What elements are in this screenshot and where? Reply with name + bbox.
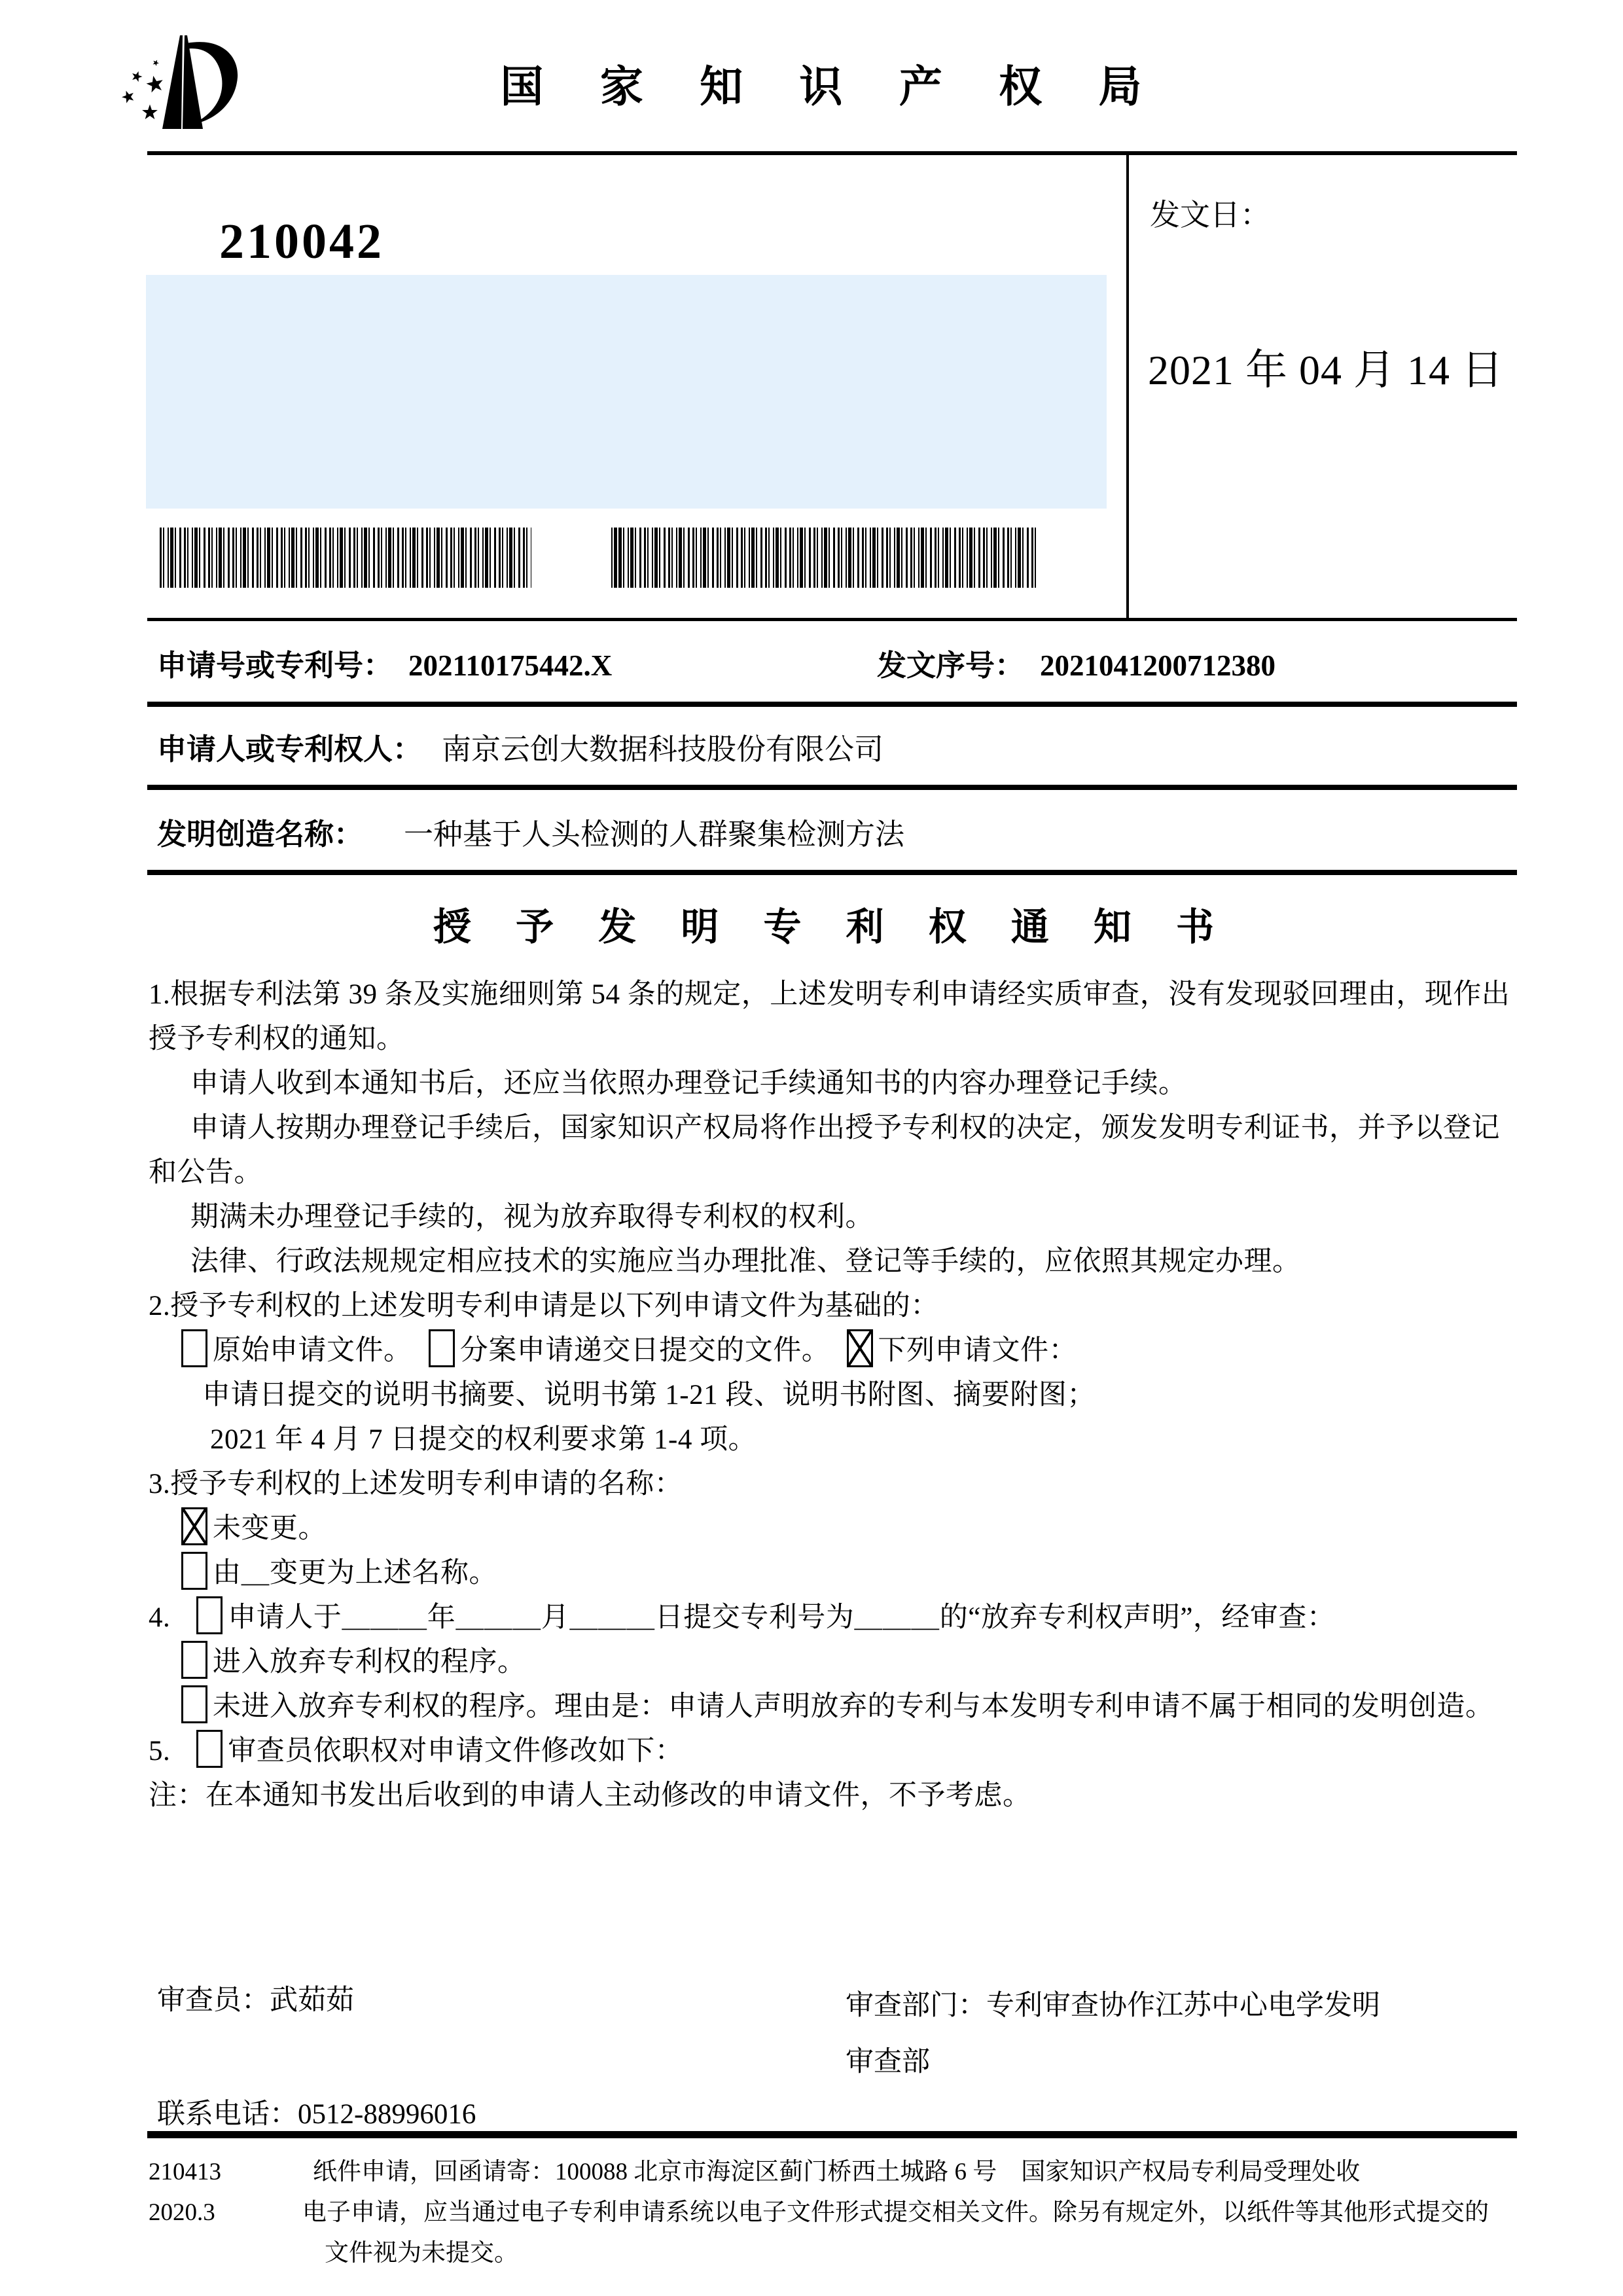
application-no-label: 申请号或专利号： [157, 649, 393, 682]
notice-code: 210042 [219, 214, 384, 269]
paragraph-4: 期满未办理登记手续的，视为放弃取得专利权的权利。 [190, 1202, 874, 1232]
application-no-value: 202110175442.X [408, 649, 613, 682]
phone-row [157, 2092, 476, 2132]
checkbox-examiner-amendment [196, 1730, 223, 1768]
notice-title: 授 予 发 明 专 利 权 通 知 书 [433, 906, 1232, 948]
footer-instructions [302, 2152, 1546, 2274]
phone-number: 0512-88996016 [298, 2099, 476, 2130]
item-3-heading: 3.授予专利权的上述发明专利申请的名称： [149, 1469, 683, 1499]
original-files-label: 原始申请文件。 [213, 1335, 412, 1366]
address-label-box [146, 275, 1107, 509]
examiner-amendment-label: 审查员依职权对申请文件修改如下： [228, 1736, 684, 1767]
checkbox-abandon-statement [196, 1596, 223, 1634]
footer-divider [147, 2131, 1517, 2138]
checkbox-divisional-files [429, 1329, 455, 1367]
following-files-label: 下列申请文件： [878, 1335, 1077, 1366]
paragraph-2: 申请人收到本通知书后，还应当依照办理登记手续通知书的内容办理登记手续。 [190, 1068, 1187, 1099]
note-line: 注：在本通知书发出后收到的申请人主动修改的申请文件，不予考虑。 [149, 1780, 1031, 1811]
item-5-number: 5. [149, 1736, 171, 1767]
checkbox-name-unchanged-checked [181, 1507, 207, 1545]
name-unchanged-line [149, 1507, 1518, 1551]
checkbox-enter-abandon [181, 1641, 207, 1679]
files-line-1: 申请日提交的说明书摘要、说明书第 1-21 段、说明书附图、摘要附图； [202, 1380, 1096, 1410]
examiner-label: 审查员： [157, 1985, 270, 2016]
paragraph-5: 法律、行政法规规定相应技术的实施应当办理批准、登记等手续的，应依照其规定办理。 [190, 1246, 1301, 1277]
agency-title: 国 家 知 识 产 权 局 [500, 62, 1164, 111]
name-changed-line [149, 1551, 1518, 1596]
paragraph-3: 申请人按期办理登记手续后，国家知识产权局将作出授予专利权的决定，颁发发明专利证书，并予以登记和公告。 [149, 1113, 1500, 1188]
divider [147, 785, 1517, 790]
dispatch-no-label: 发文序号： [877, 649, 1025, 682]
item-4-number: 4. [149, 1602, 171, 1633]
checkbox-name-changed [181, 1552, 207, 1590]
footer-line-2: 电子申请，应当通过电子专利申请系统以电子文件形式提交相关文件。除另有规定外，以纸件等其他形式提交的 [302, 2199, 1489, 2226]
department-block [846, 1978, 1380, 2090]
abandon-statement-label: 申请人于＿＿＿年＿＿＿月＿＿＿日提交专利号为＿＿＿的“放弃专利权声明”，经审查： [228, 1602, 1336, 1633]
enter-abandon-line [149, 1640, 1518, 1685]
checkbox-following-files-checked [847, 1329, 873, 1367]
examiner-row [157, 1978, 354, 2018]
not-enter-abandon-line [149, 1685, 1518, 1729]
invention-title-label: 发明创造名称： [157, 818, 364, 851]
form-code: 210413 [149, 2159, 221, 2185]
notice-body [149, 973, 1518, 1818]
item-5-line [149, 1729, 1518, 1774]
paragraph-1: 1.根据专利法第 39 条及实施细则第 54 条的规定，上述发明专利申请经实质审查，没有发现驳回理由，现作出授予专利权的通知。 [149, 979, 1510, 1054]
checkbox-original-files [181, 1329, 207, 1367]
dispatch-no-value: 2021041200712380 [1040, 649, 1276, 682]
applicant-label: 申请人或专利权人： [157, 733, 423, 766]
divider [147, 702, 1517, 707]
files-line-2: 2021 年 4 月 7 日提交的权利要求第 1-4 项。 [210, 1424, 757, 1455]
examiner-name: 武茹茹 [270, 1985, 354, 2016]
department-line-2: 审查部 [846, 2047, 930, 2077]
barcode-application [160, 528, 531, 588]
department-line-1 [846, 1978, 1380, 2034]
divider [147, 618, 1517, 621]
department-label: 审查部门： [846, 1990, 986, 2021]
item-2-options-line [149, 1329, 1518, 1373]
divider [147, 870, 1517, 875]
phone-label: 联系电话： [157, 2099, 298, 2130]
invention-title-value: 一种基于人头检测的人群聚集检测方法 [404, 818, 905, 851]
footer-line-3: 文件视为未提交。 [325, 2240, 518, 2267]
header-divider [147, 151, 1517, 155]
applicant-value: 南京云创大数据科技股份有限公司 [442, 733, 884, 766]
name-changed-label: 由＿变更为上述名称。 [213, 1558, 497, 1588]
department-name: 专利审查协作江苏中心电学发明 [986, 1990, 1380, 2021]
header-vertical-divider [1126, 155, 1129, 619]
checkbox-not-enter-abandon [181, 1685, 207, 1723]
invention-title-row [157, 810, 904, 853]
issue-date-value: 2021 年 04 月 14 日 [1148, 347, 1504, 393]
footer-line-1: 纸件申请，回函请寄：100088 北京市海淀区蓟门桥西土城路 6 号 国家知识产权局专利局受理处收 [313, 2159, 1361, 2185]
footer-form-codes [149, 2152, 221, 2233]
not-enter-abandon-label: 未进入放弃专利权的程序。理由是：申请人声明放弃的专利与本发明专利申请不属于相同的发明创造。 [213, 1691, 1494, 1722]
enter-abandon-label: 进入放弃专利权的程序。 [213, 1647, 526, 1677]
item-2-heading: 2.授予专利权的上述发明专利申请是以下列申请文件为基础的： [149, 1291, 939, 1321]
name-unchanged-label: 未变更。 [213, 1513, 327, 1544]
issue-date-label: 发文日： [1150, 198, 1270, 232]
item-4-line [149, 1596, 1518, 1640]
applicant-row [157, 725, 883, 768]
divisional-files-label: 分案申请递交日提交的文件。 [459, 1335, 830, 1366]
barcode-dispatch [611, 528, 1039, 588]
form-version: 2020.3 [149, 2199, 215, 2226]
